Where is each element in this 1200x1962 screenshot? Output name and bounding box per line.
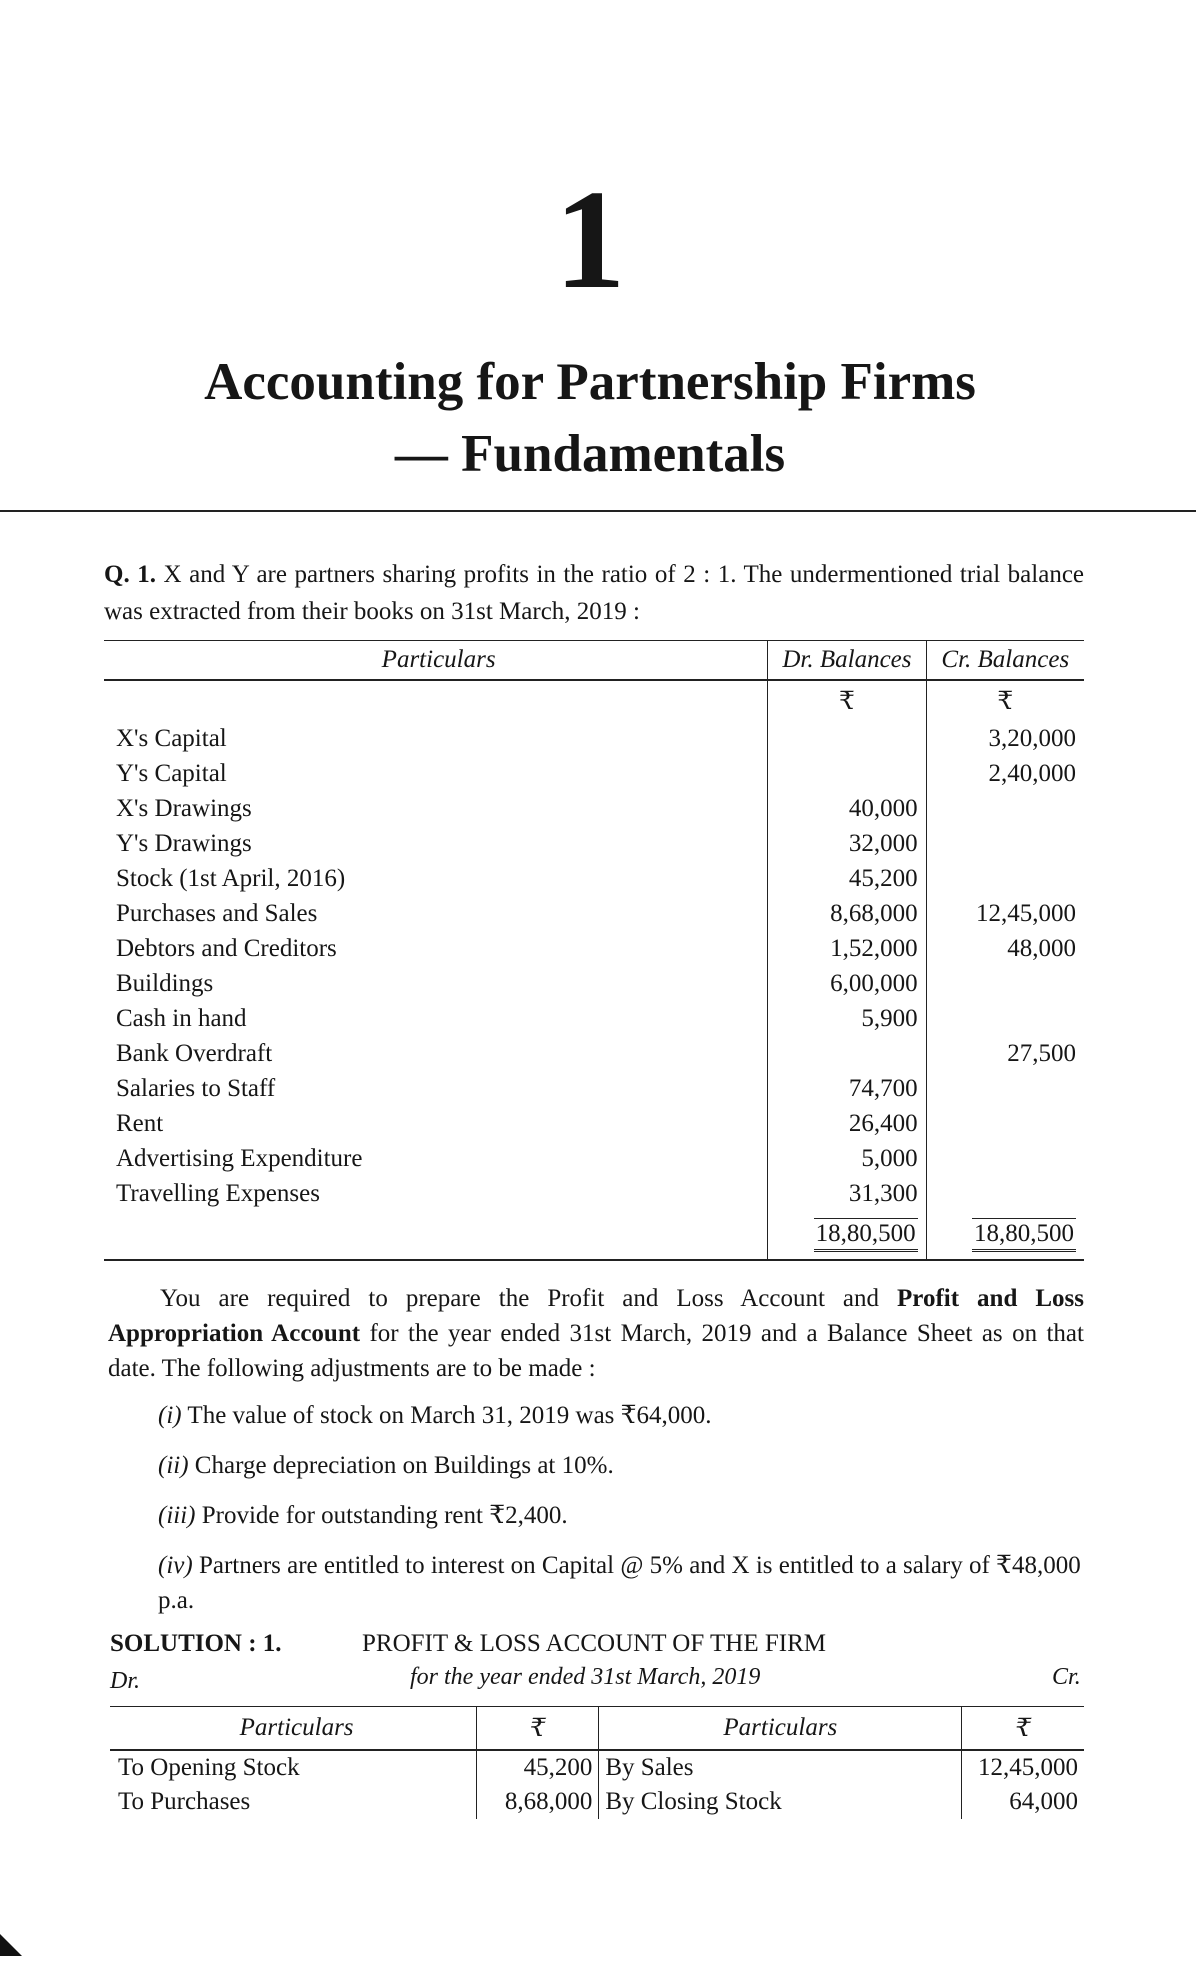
row-cr-amount: 2,40,000 — [926, 756, 1084, 791]
row-dr-amount: 6,00,000 — [768, 966, 926, 1001]
row-cr-amount: 27,500 — [926, 1036, 1084, 1071]
profit-loss-table — [110, 1706, 1084, 1819]
currency-symbol-cr: ₹ — [926, 680, 1084, 721]
question-text: X and Y are partners sharing profits in the ratio of 2 : 1. The undermentioned trial balance was extracted from their books on 31st March, 2019 : — [104, 561, 1085, 625]
chapter-number: 1 — [554, 160, 626, 318]
adjustment-item — [158, 1498, 1084, 1533]
row-particular: Debtors and Creditors — [116, 934, 337, 962]
total-cr: 18,80,500 — [972, 1218, 1076, 1252]
row-cr-amount — [926, 966, 1084, 1001]
row-dr-amount: 32,000 — [768, 826, 926, 861]
row-particular: Cash in hand — [116, 1004, 247, 1032]
trial-balance-row — [104, 1036, 1084, 1071]
row-dr-amount — [768, 756, 926, 791]
row-particular: Bank Overdraft — [116, 1039, 273, 1067]
row-dr-amount — [768, 1036, 926, 1071]
adjustment-text: Partners are entitled to interest on Capital @ 5% and X is entitled to a salary of ₹48,000 p.a. — [158, 1552, 1081, 1614]
adjustment-item — [158, 1448, 1084, 1483]
pl-debit-particular: To Purchases — [118, 1788, 251, 1815]
pl-debit-particular: To Opening Stock — [118, 1754, 300, 1781]
header-particulars: Particulars — [104, 641, 768, 681]
row-particular: Salaries to Staff — [116, 1074, 276, 1102]
pl-header-particulars-credit: Particulars — [599, 1707, 962, 1751]
pl-header-amount-debit: ₹ — [477, 1707, 599, 1751]
row-cr-amount: 3,20,000 — [926, 721, 1084, 756]
row-dr-amount — [768, 721, 926, 756]
adjustment-text: Provide for outstanding rent ₹2,400. — [201, 1502, 568, 1529]
pl-credit-particular: By Sales — [599, 1750, 962, 1785]
adjustment-text: The value of stock on March 31, 2019 was ₹64,000. — [187, 1402, 712, 1429]
pl-credit-amount: 64,000 — [962, 1785, 1084, 1819]
pl-header-amount-credit: ₹ — [962, 1707, 1084, 1751]
total-dr: 18,80,500 — [814, 1218, 918, 1252]
pl-row — [110, 1785, 1084, 1819]
currency-symbol-dr: ₹ — [768, 680, 926, 721]
trial-balance-row — [104, 1141, 1084, 1176]
header-divider — [0, 510, 1196, 512]
pl-credit-particular: By Closing Stock — [599, 1785, 962, 1819]
pl-header-row — [110, 1707, 1084, 1751]
row-particular: X's Drawings — [116, 794, 252, 822]
row-cr-amount — [926, 861, 1084, 896]
row-dr-amount: 40,000 — [768, 791, 926, 826]
trial-balance-row — [104, 931, 1084, 966]
row-particular: Advertising Expenditure — [116, 1144, 363, 1172]
row-cr-amount — [926, 791, 1084, 826]
row-cr-amount: 12,45,000 — [926, 896, 1084, 931]
row-particular: Buildings — [116, 969, 214, 997]
trial-balance-row — [104, 791, 1084, 826]
trial-balance-row — [104, 826, 1084, 861]
account-subtitle: for the year ended 31st March, 2019 — [410, 1664, 761, 1690]
row-dr-amount: 1,52,000 — [768, 931, 926, 966]
row-cr-amount — [926, 1001, 1084, 1036]
trial-balance-row — [104, 1106, 1084, 1141]
row-cr-amount — [926, 826, 1084, 861]
chapter-title — [0, 346, 1180, 490]
instructions-bold: Profit and Loss Appropriation Account — [108, 1285, 1084, 1347]
adjustment-number: (iii) — [158, 1502, 196, 1529]
row-dr-amount: 5,900 — [768, 1001, 926, 1036]
page-corner-mark — [0, 1934, 22, 1956]
row-particular: Stock (1st April, 2016) — [116, 864, 346, 892]
row-cr-amount — [926, 1176, 1084, 1211]
trial-balance-row — [104, 1176, 1084, 1211]
chapter-title-line-2: — Fundamentals — [394, 425, 786, 483]
pl-debit-amount: 8,68,000 — [477, 1785, 599, 1819]
solution-label: SOLUTION : 1. — [110, 1630, 282, 1657]
row-particular: Y's Drawings — [116, 829, 252, 857]
question-label: Q. 1. — [104, 561, 156, 588]
trial-balance-row — [104, 1001, 1084, 1036]
trial-balance-row — [104, 861, 1084, 896]
question-paragraph — [104, 556, 1084, 630]
trial-balance-row — [104, 966, 1084, 1001]
row-particular: Travelling Expenses — [116, 1179, 320, 1207]
instructions-text-2: for the year ended 31st March, 2019 and a Balance Sheet as on that date. The following adjustments are to be made : — [108, 1320, 1084, 1382]
row-dr-amount: 74,700 — [768, 1071, 926, 1106]
trial-balance-row — [104, 756, 1084, 791]
trial-balance-header-row — [104, 641, 1084, 681]
row-particular: Y's Capital — [116, 759, 227, 787]
row-dr-amount: 5,000 — [768, 1141, 926, 1176]
pl-row — [110, 1750, 1084, 1785]
pl-debit-amount: 45,200 — [477, 1750, 599, 1785]
trial-balance-table — [104, 640, 1084, 1261]
row-particular: X's Capital — [116, 724, 227, 752]
adjustment-text: Charge depreciation on Buildings at 10%. — [194, 1452, 614, 1479]
adjustment-number: (i) — [158, 1402, 182, 1429]
instructions-paragraph — [108, 1281, 1084, 1386]
adjustment-item — [158, 1398, 1084, 1433]
row-cr-amount: 48,000 — [926, 931, 1084, 966]
currency-row — [104, 680, 1084, 721]
account-title: PROFIT & LOSS ACCOUNT OF THE FIRM — [362, 1630, 827, 1657]
row-cr-amount — [926, 1141, 1084, 1176]
row-cr-amount — [926, 1071, 1084, 1106]
row-dr-amount: 31,300 — [768, 1176, 926, 1211]
row-dr-amount: 8,68,000 — [768, 896, 926, 931]
trial-balance-row — [104, 721, 1084, 756]
row-particular: Rent — [116, 1109, 164, 1137]
trial-balance-row — [104, 896, 1084, 931]
row-particular: Purchases and Sales — [116, 899, 318, 927]
header-cr-balances: Cr. Balances — [926, 641, 1084, 681]
pl-header-particulars-debit: Particulars — [110, 1707, 477, 1751]
adjustment-number: (ii) — [158, 1452, 189, 1479]
adjustment-item — [158, 1548, 1084, 1618]
adjustment-number: (iv) — [158, 1552, 193, 1579]
row-dr-amount: 26,400 — [768, 1106, 926, 1141]
row-dr-amount: 45,200 — [768, 861, 926, 896]
row-cr-amount — [926, 1106, 1084, 1141]
dr-marker: Dr. — [110, 1668, 141, 1694]
cr-marker: Cr. — [1052, 1664, 1081, 1690]
instructions-text-1: You are required to prepare the Profit and Loss Account and — [160, 1285, 898, 1312]
total-row — [104, 1211, 1084, 1260]
chapter-title-line-1: Accounting for Partnership Firms — [204, 353, 976, 411]
header-dr-balances: Dr. Balances — [768, 641, 926, 681]
pl-credit-amount: 12,45,000 — [962, 1750, 1084, 1785]
trial-balance-row — [104, 1071, 1084, 1106]
